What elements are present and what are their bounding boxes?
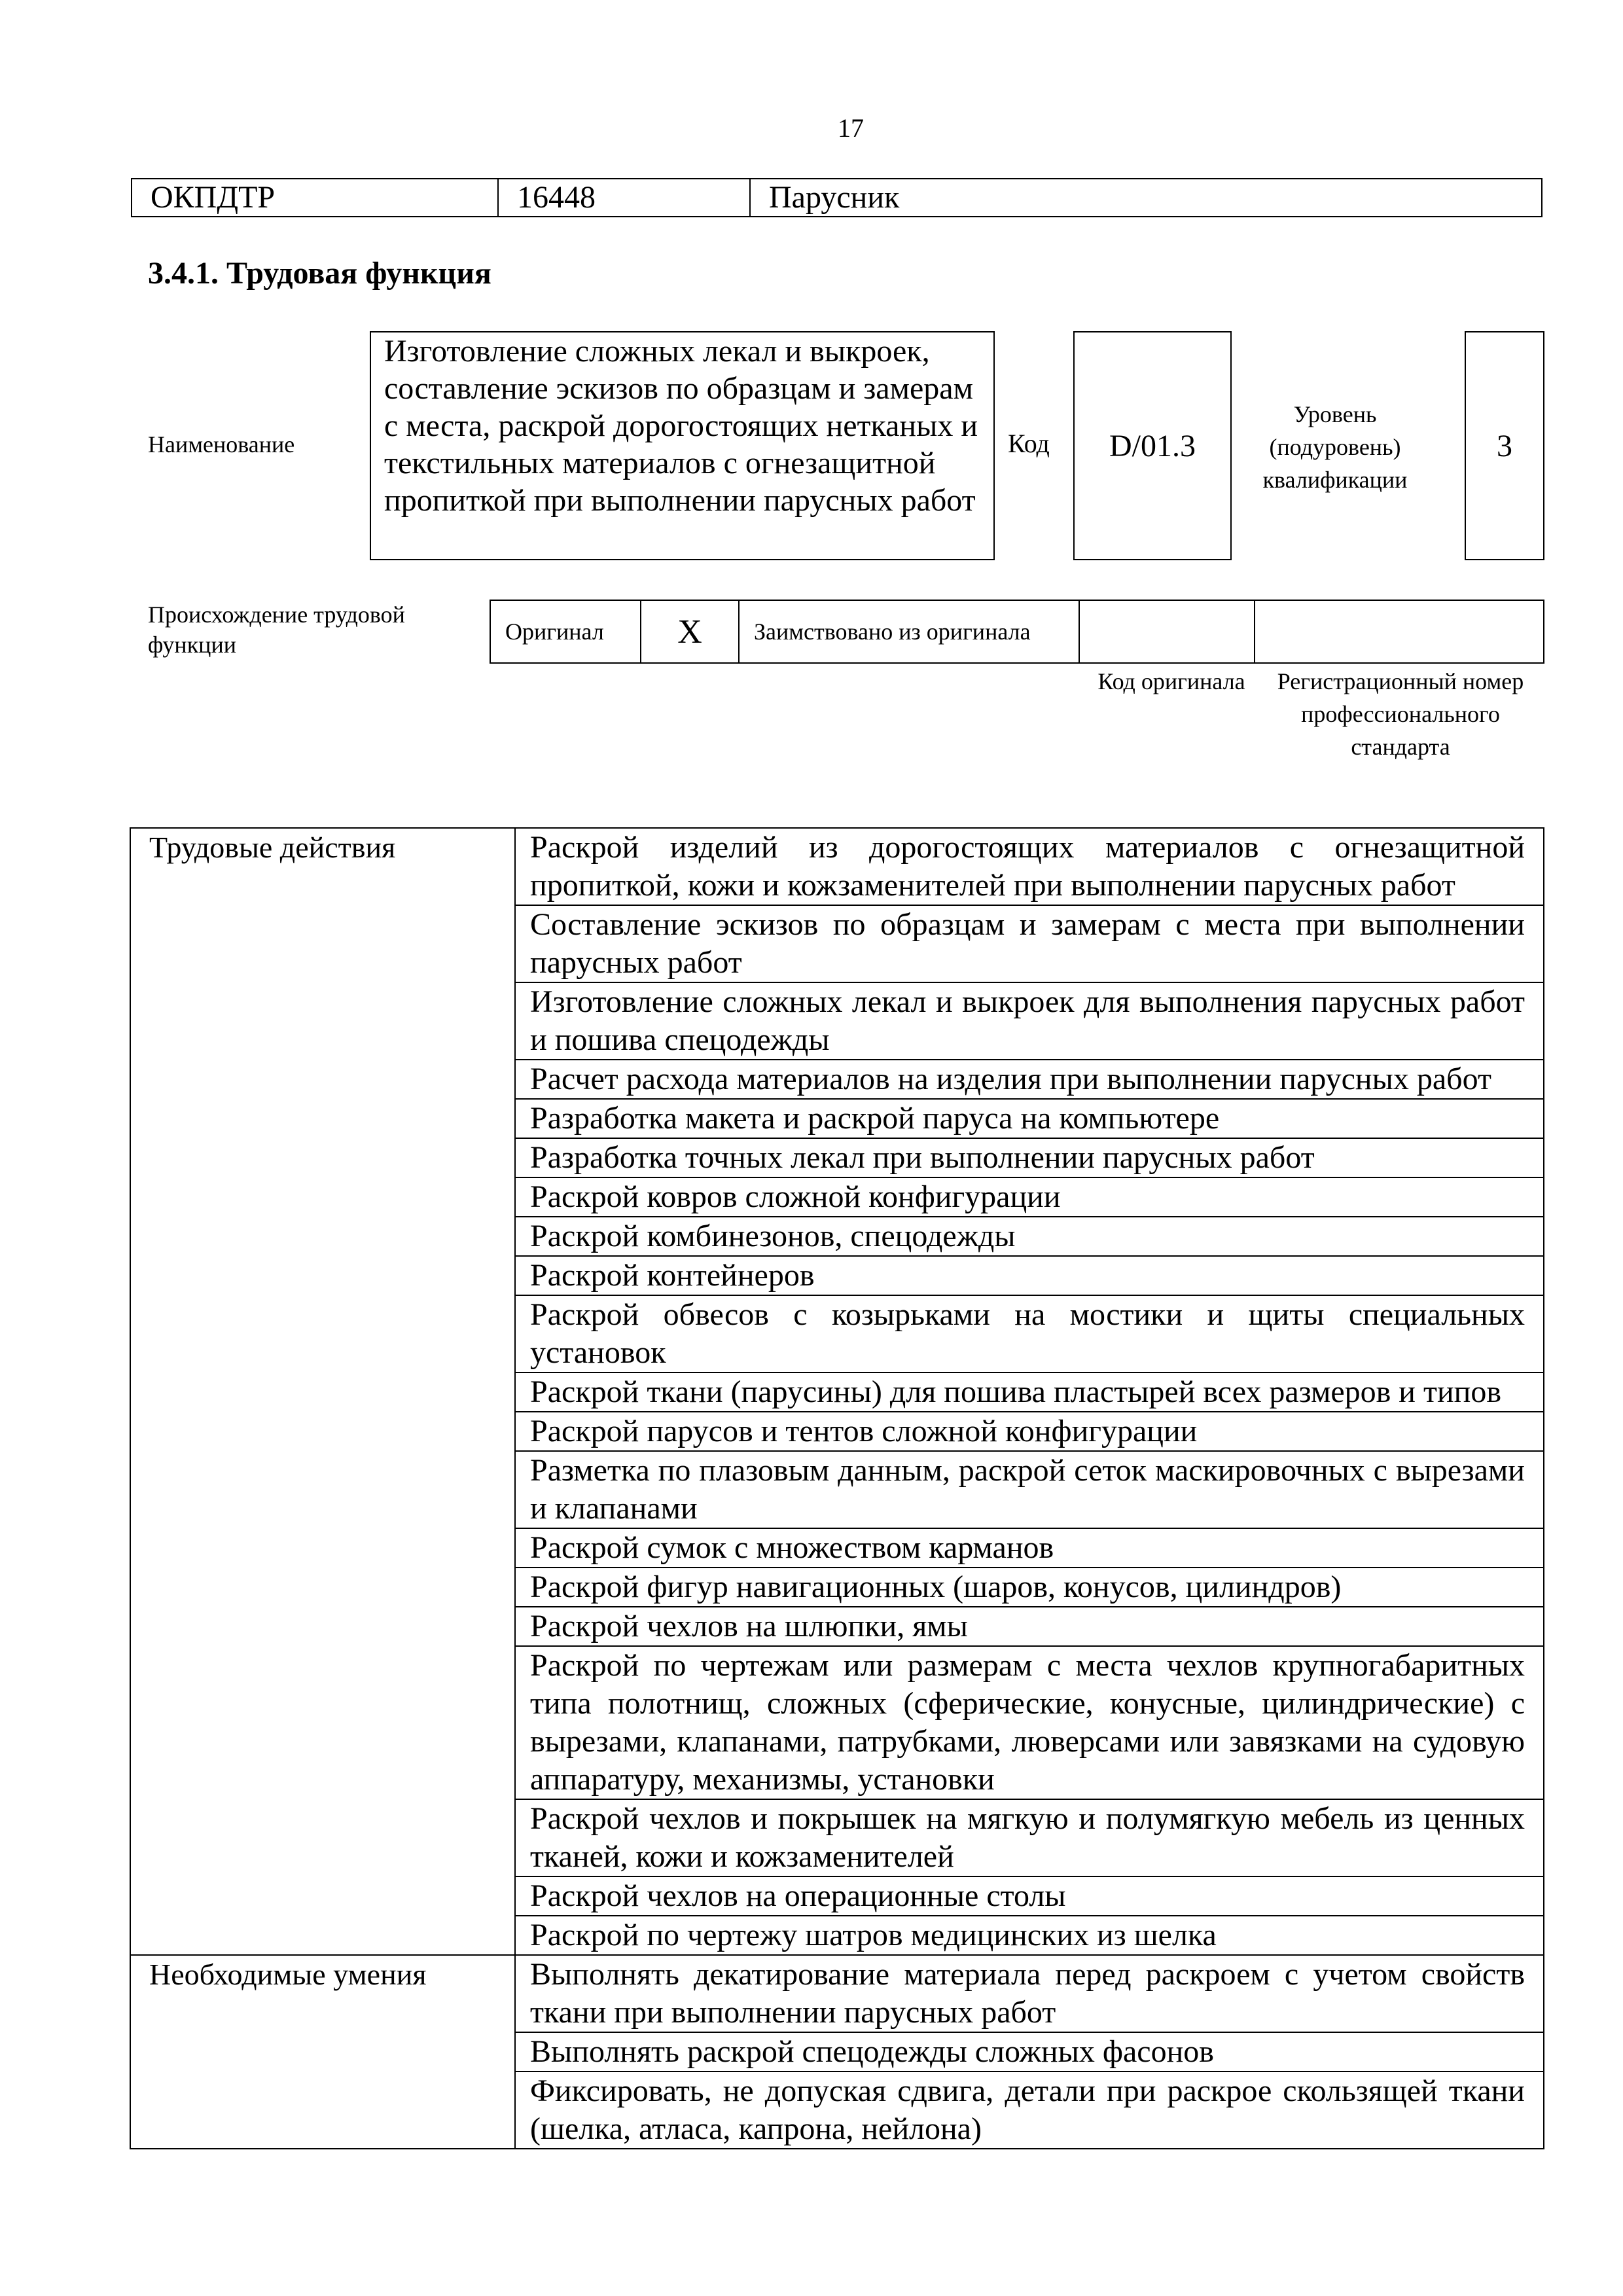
table-cell-item: Раскрой контейнеров <box>515 1256 1544 1295</box>
table-cell-item: Изготовление сложных лекал и выкроек для выполнения парусных работ и пошива спецодежды <box>515 982 1544 1060</box>
page-number: 17 <box>838 113 864 143</box>
section-category: Трудовые действия <box>130 828 515 1955</box>
section-category: Необходимые умения <box>130 1955 515 2149</box>
table-cell-item: Фиксировать, не допуская сдвига, детали при раскрое скользящей ткани (шелка, атласа, капрона, нейлона) <box>515 2072 1544 2149</box>
function-name-value: Изготовление сложных лекал и выкроек, составление эскизов по образцам и замерам с места, раскрой дорогостоящих нетканых и текстильных материалов с огнезащитной пропиткой при выполнении парусных работ <box>370 331 995 560</box>
function-code-label: Код <box>1008 429 1050 458</box>
table-cell-item: Раскрой парусов и тентов сложной конфигурации <box>515 1412 1544 1451</box>
okpdtr-code: 16448 <box>499 179 751 216</box>
table-cell-item: Раскрой комбинезонов, спецодежды <box>515 1217 1544 1256</box>
code-original-cell <box>1080 601 1255 662</box>
okpdtr-name: Парусник <box>769 180 900 215</box>
code-original-label: Код оригинала <box>1097 668 1245 694</box>
function-name-label: Наименование <box>148 431 295 457</box>
origin-table <box>490 600 1544 664</box>
table-cell-item: Разработка макета и раскрой паруса на компьютере <box>515 1099 1544 1138</box>
borrowed-label: Заимствовано из оригинала <box>740 601 1080 662</box>
table-cell-item: Раскрой чехлов на шлюпки, ямы <box>515 1607 1544 1646</box>
function-code-value: D/01.3 <box>1073 331 1232 560</box>
table-cell-item: Раскрой фигур навигационных (шаров, конусов, цилиндров) <box>515 1568 1544 1607</box>
table-cell-item: Составление эскизов по образцам и замерам с места при выполнении парусных работ <box>515 905 1544 982</box>
reg-number-cell <box>1255 601 1543 662</box>
table-cell-item: Раскрой сумок с множеством карманов <box>515 1528 1544 1568</box>
table-cell-item: Раскрой обвесов с козырьками на мостики и щиты специальных установок <box>515 1295 1544 1372</box>
table-cell-item: Раскрой чехлов и покрышек на мягкую и полумягкую мебель из ценных тканей, кожи и кожзаменителей <box>515 1799 1544 1876</box>
okpdtr-label: ОКПДТР <box>132 179 499 216</box>
reg-number-label: Регистрационный номер профессионального стандарта <box>1277 668 1524 760</box>
table-cell-item: Раскрой ковров сложной конфигурации <box>515 1177 1544 1217</box>
origin-label: Происхождение трудовой функции <box>148 601 405 658</box>
table-cell-item: Выполнять декатирование материала перед раскроем с учетом свойств ткани при выполнении парусных работ <box>515 1955 1544 2032</box>
original-mark: X <box>641 601 740 662</box>
table-cell-item: Расчет расхода материалов на изделия при выполнении парусных работ <box>515 1060 1544 1099</box>
table-row <box>130 1955 1544 2032</box>
table-cell-item: Раскрой ткани (парусины) для пошива пластырей всех размеров и типов <box>515 1372 1544 1412</box>
labor-functions-table <box>130 827 1544 2149</box>
qualification-level-label: Уровень (подуровень) квалификации <box>1262 401 1408 493</box>
table-cell-item: Разработка точных лекал при выполнении парусных работ <box>515 1138 1544 1177</box>
table-row <box>130 828 1544 905</box>
table-cell-item: Выполнять раскрой спецодежды сложных фасонов <box>515 2032 1544 2072</box>
table-cell-item: Раскрой по чертежу шатров медицинских из шелка <box>515 1916 1544 1955</box>
table-cell-item: Разметка по плазовым данным, раскрой сеток маскировочных с вырезами и клапанами <box>515 1451 1544 1528</box>
okpdtr-table <box>131 178 1543 217</box>
table-cell-item: Раскрой по чертежам или размерам с места чехлов крупногабаритных типа полотнищ, сложных (сферические, конусные, цилиндрические) с вырезами, клапанами, патрубками, люверсами или завязками на судовую аппаратуру, механизмы, установки <box>515 1646 1544 1799</box>
section-title: 3.4.1. Трудовая функция <box>148 256 491 291</box>
table-cell-item: Раскрой изделий из дорогостоящих материалов с огнезащитной пропиткой, кожи и кожзаменителей при выполнении парусных работ <box>515 828 1544 905</box>
qualification-level-value: 3 <box>1465 331 1544 560</box>
original-label: Оригинал <box>491 601 641 662</box>
table-cell-item: Раскрой чехлов на операционные столы <box>515 1876 1544 1916</box>
